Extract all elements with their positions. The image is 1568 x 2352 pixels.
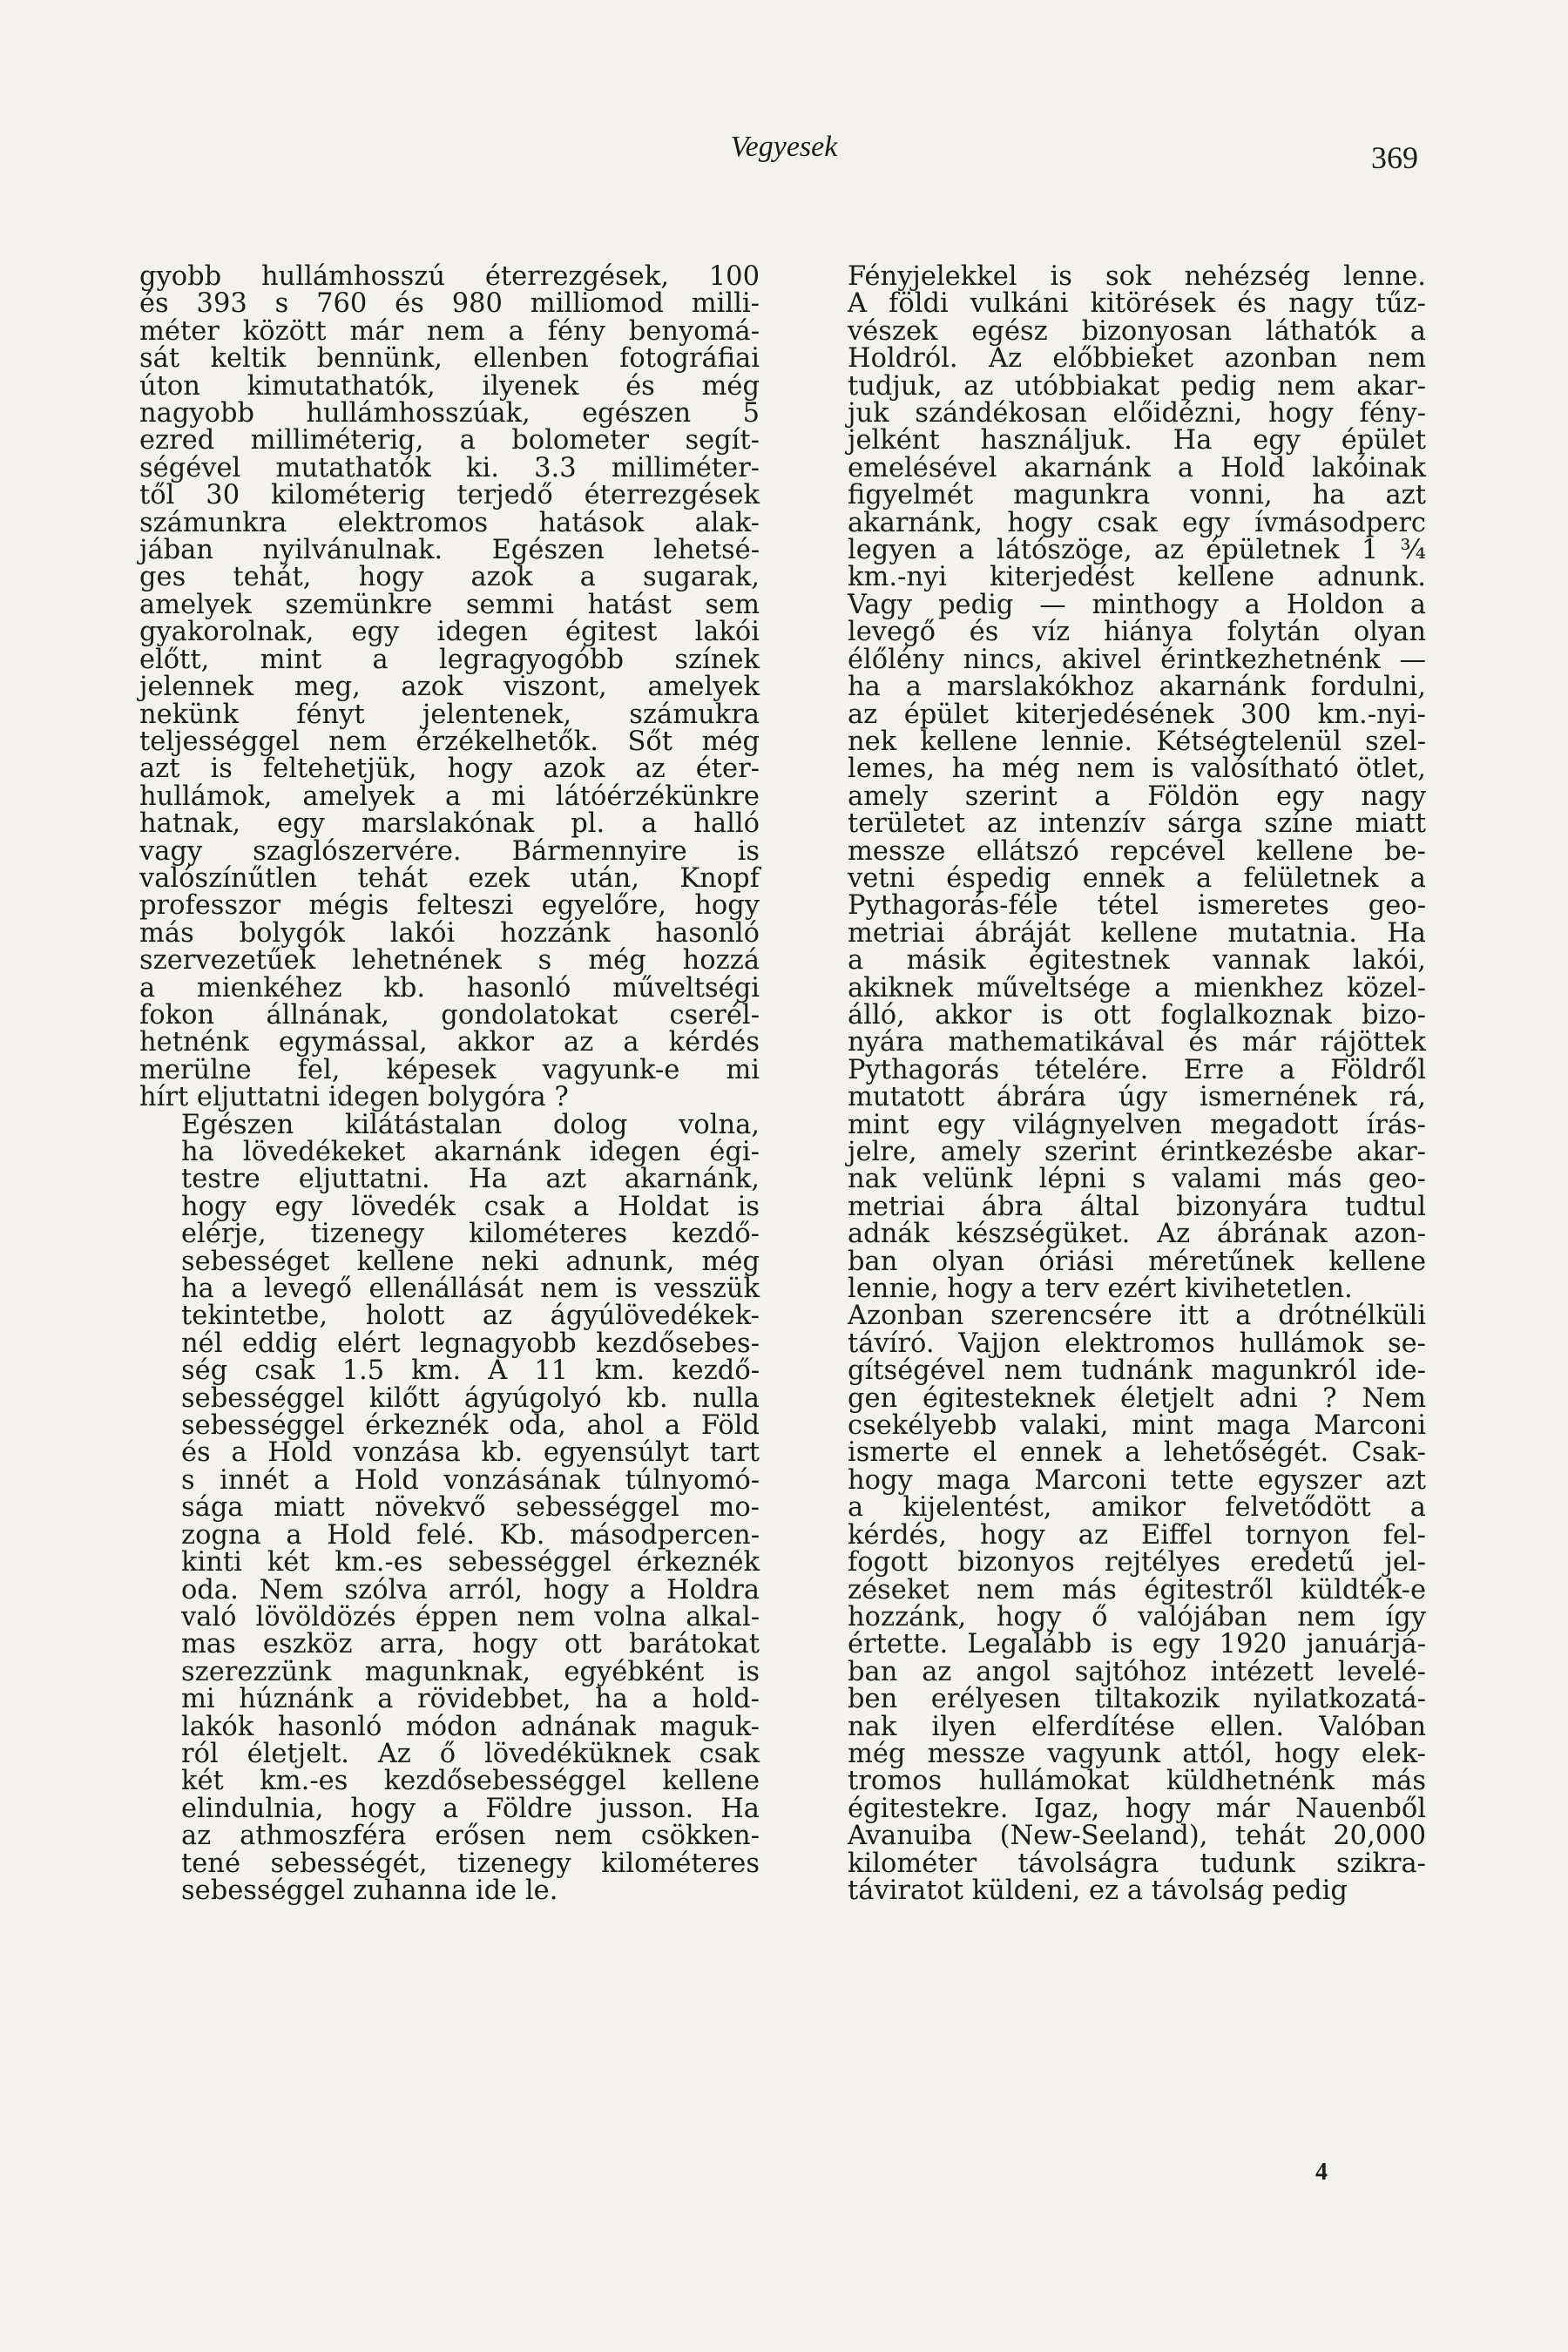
text-line: valószínűtlen tehát ezek után, Knopf: [139, 862, 760, 894]
text-line: juk szándékosan előidézni, hogy fény-: [848, 398, 1426, 429]
text-line: tudjuk, az utóbbiakat pedig nem akar-: [848, 370, 1426, 402]
text-line: hullámok, amelyek a mi látóérzékünkre: [139, 781, 760, 812]
text-line: ség csak 1.5 km. A 11 km. kezdő-: [181, 1355, 760, 1387]
text-line: gyobb hullámhosszú éterrezgések, 100: [139, 261, 760, 292]
text-line: levegő és víz hiánya folytán olyan: [848, 617, 1426, 648]
text-line: messze ellátszó repcével kellene be-: [848, 835, 1426, 867]
text-line: hogy egy lövedék csak a Holdat is: [181, 1191, 760, 1222]
text-line: tené sebességét, tizenegy kilométeres: [181, 1848, 760, 1879]
text-line: Holdról. Az előbbieket azonban nem: [848, 343, 1426, 375]
text-line: a mienkéhez kb. hasonló műveltségi: [139, 972, 760, 1004]
text-line: amely szerint a Földön egy nagy: [848, 781, 1426, 812]
text-line: az athmoszféra erősen nem csökken-: [181, 1821, 760, 1852]
text-line: nek kellene lennie. Kétségtelenül szel-: [848, 726, 1426, 757]
text-line: és 393 s 760 és 980 milliomod milli-: [139, 288, 760, 320]
text-line: lennie, hogy a terv ezért kivihetetlen.: [848, 1274, 1353, 1305]
text-line: vagy szaglószervére. Bármennyire is: [139, 835, 760, 867]
text-line: Vagy pedig — minthogy a Holdon a: [848, 589, 1426, 620]
text-line: fogott bizonyos rejtélyes eredetű jel-: [848, 1547, 1426, 1578]
text-line: s innét a Hold vonzásának túlnyomó-: [181, 1464, 760, 1496]
left-column: [139, 263, 760, 1904]
text-line: kinti két km.-es sebességgel érkeznék: [181, 1547, 760, 1578]
text-line: nak ilyen elferdítése ellen. Valóban: [848, 1711, 1426, 1742]
text-line: sága miatt növekvő sebességgel mo-: [181, 1492, 760, 1524]
text-line: zéseket nem más égitestről küldték-e: [848, 1574, 1426, 1605]
text-line: A földi vulkáni kitörések és nagy tűz-: [848, 288, 1426, 320]
text-line: ban az angol sajtóhoz intézett levelé-: [848, 1656, 1426, 1687]
text-line: nél eddig elért legnagyobb kezdősebes-: [181, 1328, 760, 1359]
text-line: akiknek műveltsége a mienkhez közel-: [848, 972, 1426, 1004]
text-line: tromos hullámokat küldhetnénk más: [848, 1766, 1426, 1797]
text-line: professzor mégis felteszi egyelőre, hogy: [139, 890, 760, 922]
text-line: álló, akkor is ott foglalkoznak bizo-: [848, 999, 1426, 1031]
text-line: lemes, ha még nem is valósítható ötlet,: [848, 754, 1426, 785]
text-line: figyelmét magunkra vonni, ha azt: [848, 480, 1426, 511]
text-line: nagyobb hullámhosszúak, egészen 5: [139, 398, 760, 429]
text-line: hogy maga Marconi tette egyszer azt: [848, 1464, 1426, 1496]
text-line: amelyek szemünkre semmi hatást sem: [139, 589, 760, 620]
text-line: vetni éspedig ennek a felületnek a: [848, 862, 1426, 894]
text-line: elérje, tizenegy kilométeres kezdő-: [181, 1219, 760, 1250]
text-line: gyakorolnak, egy idegen égitest lakói: [139, 617, 760, 648]
text-line: nak velünk lépni s valami más geo-: [848, 1164, 1426, 1195]
text-line: testre eljuttatni. Ha azt akarnánk,: [181, 1164, 760, 1195]
text-line: ségével mutathatók ki. 3.3 milliméter-: [139, 452, 760, 483]
right-column: [806, 263, 1426, 1904]
text-line: jában nyilvánulnak. Egészen lehetsé-: [139, 535, 760, 566]
text-line: ha a marslakókhoz akarnánk fordulni,: [848, 672, 1426, 703]
text-line: ban olyan óriási méretűnek kellene: [848, 1246, 1426, 1277]
page-number: 369: [1371, 140, 1418, 175]
text-line: hírt eljuttatni idegen bolygóra ?: [139, 1082, 569, 1113]
text-line: gítségével nem tudnánk magunkról ide-: [848, 1355, 1426, 1387]
text-line: sebességgel érkeznék oda, ahol a Föld: [181, 1410, 760, 1442]
signature-mark: 4: [1315, 2159, 1328, 2186]
running-header: Vegyesek: [730, 131, 838, 163]
text-line: vészek egész bizonyosan láthatók a: [848, 315, 1426, 347]
text-line: nekünk fényt jelentenek, számukra: [139, 699, 760, 730]
text-line: sát keltik bennünk, ellenben fotográfiai: [139, 343, 760, 375]
text-line: Egészen kilátástalan dolog volna,: [181, 1109, 760, 1140]
text-line: csekélyebb valaki, mint maga Marconi: [848, 1410, 1426, 1442]
text-line: ges tehát, hogy azok a sugarak,: [139, 562, 760, 593]
text-line: úton kimutathatók, ilyenek és még: [139, 370, 760, 402]
text-line: számunkra elektromos hatások alak-: [139, 507, 760, 538]
text-line: Avanuiba (New-Seeland), tehát 20,000: [848, 1821, 1426, 1852]
text-line: két km.-es kezdősebességgel kellene: [181, 1766, 760, 1797]
text-line: hatnak, egy marslakónak pl. a halló: [139, 808, 760, 840]
text-line: zogna a Hold felé. Kb. másodpercen-: [181, 1519, 760, 1551]
text-line: ról életjelt. Az ő lövedéküknek csak: [181, 1738, 760, 1769]
text-line: hozzánk, hogy ő valójában nem így: [848, 1601, 1426, 1632]
text-line: távíró. Vajjon elektromos hullámok se-: [848, 1328, 1426, 1359]
text-line: szerezzünk magunknak, egyébként is: [181, 1656, 760, 1687]
text-line: gen égitesteknek életjelt adni ? Nem: [848, 1382, 1426, 1414]
text-line: emelésével akarnánk a Hold lakóinak: [848, 452, 1426, 483]
text-line: sebességet kellene neki adnunk, még: [181, 1246, 760, 1277]
text-line: a másik égitestnek vannak lakói,: [848, 945, 1426, 977]
text-line: akarnánk, hogy csak egy ívmásodperc: [848, 507, 1426, 538]
text-line: égitestekre. Igaz, hogy már Nauenből: [848, 1793, 1426, 1824]
text-line: adnák készségüket. Az ábrának azon-: [848, 1219, 1426, 1250]
text-line: legyen a látószöge, az épületnek 1 ¾: [848, 535, 1426, 566]
text-line: jelre, amely szerint érintkezésbe akar-: [848, 1137, 1426, 1167]
text-line: jelként használjuk. Ha egy épület: [848, 425, 1426, 456]
text-line: területet az intenzív sárga színe miatt: [848, 808, 1426, 840]
text-line: ezred milliméterig, a bolometer segít-: [139, 425, 760, 456]
text-line: Pythagorás tételére. Erre a Földről: [848, 1054, 1426, 1085]
text-line: mi húznánk a rövidebbet, ha a hold-: [181, 1684, 760, 1715]
text-line: más bolygók lakói hozzánk hasonló: [139, 917, 760, 949]
text-line: értette. Legalább is egy 1920 januárjá-: [848, 1629, 1426, 1660]
text-line: ha lövedékeket akarnánk idegen égi-: [181, 1137, 760, 1167]
text-line: nyára mathematikával és már rájöttek: [848, 1027, 1426, 1058]
text-line: mutatott ábrára úgy ismernének rá,: [848, 1082, 1426, 1113]
text-line: sebességgel kilőtt ágyúgolyó kb. nulla: [181, 1382, 760, 1414]
text-line: a kijelentést, amikor felvetődött a: [848, 1492, 1426, 1524]
text-line: élőlény nincs, akivel érintkezhetnénk —: [848, 644, 1426, 675]
text-line: hetnénk egymással, akkor az a kérdés: [139, 1027, 760, 1058]
text-line: tekintetbe, holott az ágyúlövedékek-: [181, 1301, 760, 1332]
text-line: sebességgel zuhanna ide le.: [181, 1875, 558, 1906]
text-line: Azonban szerencsére itt a drótnélküli: [848, 1301, 1426, 1332]
paragraph: [139, 263, 760, 1112]
text-line: től 30 kilométerig terjedő éterrezgések: [139, 480, 760, 511]
text-line: táviratot küldeni, ez a távolság pedig: [848, 1875, 1348, 1906]
text-line: metriai ábra által bizonyára tudtul: [848, 1191, 1426, 1222]
text-line: lakók hasonló módon adnának maguk-: [181, 1711, 760, 1742]
text-line: méter között már nem a fény benyomá-: [139, 315, 760, 347]
text-line: km.-nyi kiterjedést kellene adnunk.: [848, 562, 1426, 593]
text-line: és a Hold vonzása kb. egyensúlyt tart: [181, 1437, 760, 1469]
text-line: metriai ábráját kellene mutatnia. Ha: [848, 917, 1426, 949]
text-line: kérdés, hogy az Eiffel tornyon fel-: [848, 1519, 1426, 1551]
paragraph: [806, 1302, 1426, 1904]
text-line: mint egy világnyelven megadott írás-: [848, 1109, 1426, 1140]
text-line: jelennek meg, azok viszont, amelyek: [139, 672, 760, 703]
text-line: fokon állnának, gondolatokat cserél-: [139, 999, 760, 1031]
text-line: oda. Nem szólva arról, hogy a Holdra: [181, 1574, 760, 1605]
text-line: Pythagorás-féle tétel ismeretes geo-: [848, 890, 1426, 922]
text-line: teljességgel nem érzékelhetők. Sőt még: [139, 726, 760, 757]
text-line: ben erélyesen tiltakozik nyilatkozatá-: [848, 1684, 1426, 1715]
text-line: való lövöldözés éppen nem volna alkal-: [181, 1601, 760, 1632]
text-line: merülne fel, képesek vagyunk-e mi: [139, 1054, 760, 1085]
text-line: az épület kiterjedésének 300 km.-nyi-: [848, 699, 1426, 730]
paragraph: [806, 261, 1426, 1305]
text-line: azt is feltehetjük, hogy azok az éter-: [139, 754, 760, 785]
text-line: szervezetűek lehetnének s még hozzá: [139, 945, 760, 977]
text-line: ha a levegő ellenállását nem is vesszük: [181, 1274, 760, 1305]
text-line: mas eszköz arra, hogy ott barátokat: [181, 1629, 760, 1660]
paragraph: [139, 1109, 760, 1906]
text-line: elindulnia, hogy a Földre jusson. Ha: [181, 1793, 760, 1824]
text-line: előtt, mint a legragyogóbb színek: [139, 644, 760, 675]
text-line: még messze vagyunk attól, hogy elek-: [848, 1738, 1426, 1769]
text-line: Fényjelekkel is sok nehézség lenne.: [848, 261, 1426, 292]
text-line: ismerte el ennek a lehetőségét. Csak-: [848, 1437, 1426, 1469]
text-line: kilométer távolságra tudunk szikra-: [848, 1848, 1426, 1879]
